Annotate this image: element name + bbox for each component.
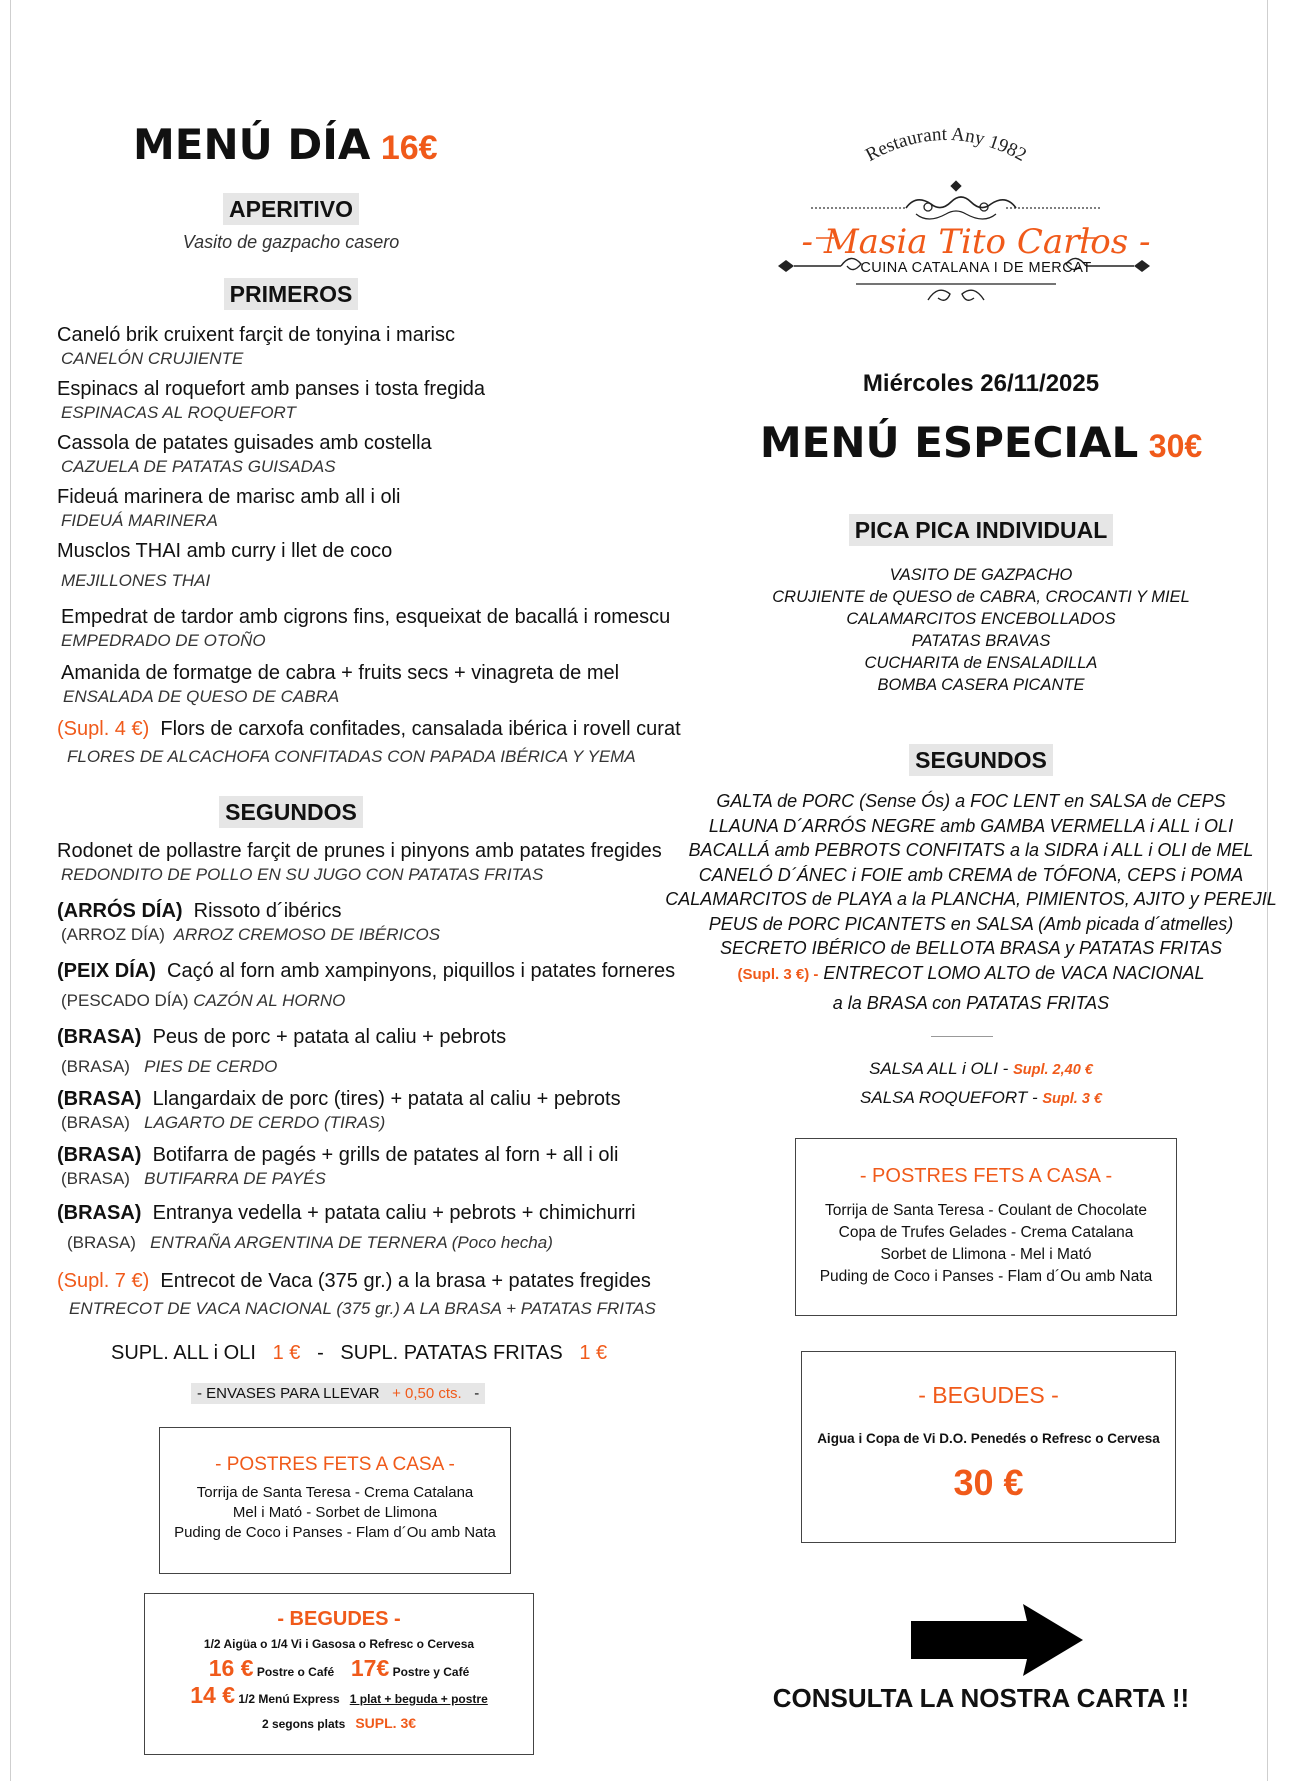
- begudes-box-dia: - BEGUDES - 1/2 Aigüa o 1/4 Vi i Gasosa o Refresc o Cervesa 16 € Postre o Café 17€ Postre y Café 14 € 1/2 Menú Express 1 plat + beguda + postre 2 segons plats SUPL. 3€: [144, 1593, 534, 1755]
- list-item: BOMBA CASERA PICANTE: [877, 676, 1085, 694]
- logo-graphic: [756, 110, 1196, 320]
- postres-box-especial: - POSTRES FETS A CASA - Torrija de Santa Teresa - Coulant de Chocolate Copa de Trufes Gelades - Crema Catalana Sorbet de Llimona - Mel i Mató Puding de Coco i Panses - Flam d´Ou amb Nata: [795, 1138, 1177, 1316]
- list-item: PATATAS BRAVAS: [911, 632, 1051, 650]
- list-item: (BRASA) Peus de porc + patata al caliu + pebrots (BRASA) PIES DE CERDO: [57, 1026, 507, 1076]
- especial-segundos-list: [661, 789, 1281, 1016]
- especial-segundos-heading: SEGUNDOS: [909, 744, 1053, 776]
- segundos-heading: SEGUNDOS: [219, 796, 363, 828]
- logo-name: - Masia Tito Carlos -: [801, 222, 1151, 262]
- date-line: Miércoles 26/11/2025: [862, 370, 1100, 397]
- list-item: Caneló brik cruixent farçit de tonyina i marisc CANELÓN CRUJIENTE: [57, 324, 455, 368]
- primeros-list: [57, 322, 681, 778]
- aperitivo-heading: APERITIVO: [223, 193, 359, 225]
- list-item: CANELÓ D´ÁNEC i FOIE amb CREMA de TÓFONA, CEPS i POMA: [698, 864, 1244, 885]
- list-item: Amanida de formatge de cabra + fruits secs + vinagreta de mel ENSALADA DE QUESO DE CABRA: [61, 662, 620, 706]
- list-item: Empedrat de tardor amb cigrons fins, esqueixat de bacallá i romescu EMPEDRADO DE OTOÑO: [61, 606, 671, 650]
- aperitivo-item: Vasito de gazpacho casero: [182, 232, 400, 252]
- menu-page: [10, 0, 1277, 1781]
- list-item: PEUS de PORC PICANTETS en SALSA (Amb picada d´atmelles): [708, 913, 1234, 934]
- consulta-carta: CONSULTA LA NOSTRA CARTA !!: [772, 1683, 1190, 1713]
- list-item: LLAUNA D´ARRÓS NEGRE amb GAMBA VERMELLA i ALL i OLI: [708, 815, 1234, 836]
- list-item: (ARRÓS DÍA) Rissoto d´ibérics (ARROZ DÍA) ARROZ CREMOSO DE IBÉRICOS: [57, 900, 441, 944]
- list-item: Cassola de patates guisades amb costella CAZUELA DE PATATAS GUISADAS: [57, 432, 432, 476]
- menu-especial-title: MENÚ ESPECIAL 30€: [759, 418, 1203, 467]
- list-item: CRUJIENTE de QUESO de CABRA, CROCANTI Y MIEL: [772, 588, 1190, 606]
- list-item: (Supl. 7 €) Entrecot de Vaca (375 gr.) a la brasa + patates fregides ENTRECOT DE VACA NACIONAL (375 gr.) A LA BRASA + PATATAS FRITAS: [57, 1270, 656, 1318]
- arrow-right-icon: [911, 1604, 1091, 1676]
- pica-heading: PICA PICA INDIVIDUAL: [849, 514, 1114, 546]
- list-item: BACALLÁ amb PEBROTS CONFITATS a la SIDRA i ALL i OLI de MEL: [688, 840, 1254, 860]
- salsas-list: [691, 1055, 1271, 1113]
- list-item: (PEIX DÍA) Caçó al forn amb xampinyons, piquillos i patates forneres (PESCADO DÍA) CAZÓN AL HORNO: [57, 960, 676, 1010]
- list-item: GALTA de PORC (Sense Ós) a FOC LENT en SALSA de CEPS: [716, 791, 1226, 811]
- list-item: SECRETO IBÉRICO de BELLOTA BRASA y PATATAS FRITAS: [719, 938, 1223, 958]
- list-item: CUCHARITA de ENSALADILLA: [864, 654, 1098, 672]
- list-item: VASITO DE GAZPACHO: [889, 566, 1073, 584]
- list-item: SALSA ALL i OLI - Supl. 2,40 €: [869, 1059, 1093, 1078]
- restaurant-logo: [756, 110, 1196, 320]
- list-item: Fideuá marinera de marisc amb all i oli FIDEUÁ MARINERA: [57, 486, 401, 530]
- divider: [931, 1036, 993, 1037]
- list-item: Espinacs al roquefort amb panses i tosta fregida ESPINACAS AL ROQUEFORT: [57, 378, 486, 422]
- list-item: CALAMARCITOS ENCEBOLLADOS: [846, 610, 1116, 628]
- list-item: Rodonet de pollastre farçit de prunes i pinyons amb patates fregides REDONDITO DE POLLO EN SU JUGO CON PATATAS FRITAS: [57, 840, 662, 884]
- primeros-heading: PRIMEROS: [224, 278, 359, 310]
- list-item: a la BRASA con PATATAS FRITAS: [832, 993, 1110, 1013]
- list-item: SALSA ROQUEFORT - Supl. 3 €: [860, 1088, 1102, 1107]
- logo-arc-text: Restaurant Any 1982: [862, 123, 1030, 166]
- list-item: CALAMARCITOS de PLAYA a la PLANCHA, PIMIENTOS, AJITO y PEREJIL: [665, 889, 1277, 909]
- list-item: (Supl. 4 €) Flors de carxofa confitades, cansalada ibérica i rovell curat FLORES DE ALCACHOFA CONFITADAS CON PAPADA IBÉRICA Y YEMA: [57, 718, 681, 766]
- postres-box-dia: - POSTRES FETS A CASA - Torrija de Santa Teresa - Crema Catalana Mel i Mató - Sorbet de Llimona Puding de Coco i Panses - Flam d´Ou amb Nata: [159, 1427, 511, 1574]
- menu-dia-title: MENÚ DÍA 16€: [133, 120, 438, 169]
- logo-tagline: CUINA CATALANA I DE MERCAT: [860, 260, 1092, 276]
- supl-line: SUPL. ALL i OLI 1 € - SUPL. PATATAS FRITAS 1 €: [111, 1342, 608, 1364]
- segundos-list: [57, 838, 687, 1324]
- list-item: (BRASA) Llangardaix de porc (tires) + patata al caliu + pebrots (BRASA) LAGARTO DE CERDO (TIRAS): [57, 1088, 621, 1132]
- list-item: (Supl. 3 €) - ENTRECOT LOMO ALTO de VACA NACIONAL: [737, 962, 1205, 983]
- aperitivo-section: [51, 193, 531, 253]
- list-item: (BRASA) Botifarra de pagés + grills de patates al forn + all i oli (BRASA) BUTIFARRA DE PAYÉS: [57, 1144, 619, 1188]
- list-item: Musclos THAI amb curry i llet de coco MEJILLONES THAI: [57, 540, 393, 590]
- pica-list: [691, 564, 1271, 696]
- list-item: (BRASA) Entranya vedella + patata caliu + pebrots + chimichurri (BRASA) ENTRAÑA ARGENTINA DE TERNERA (Poco hecha): [57, 1202, 636, 1252]
- envases-note: - ENVASES PARA LLEVAR + 0,50 cts. -: [191, 1383, 485, 1404]
- begudes-box-especial: - BEGUDES - Aigua i Copa de Vi D.O. Penedés o Refresc o Cervesa 30 €: [801, 1351, 1176, 1543]
